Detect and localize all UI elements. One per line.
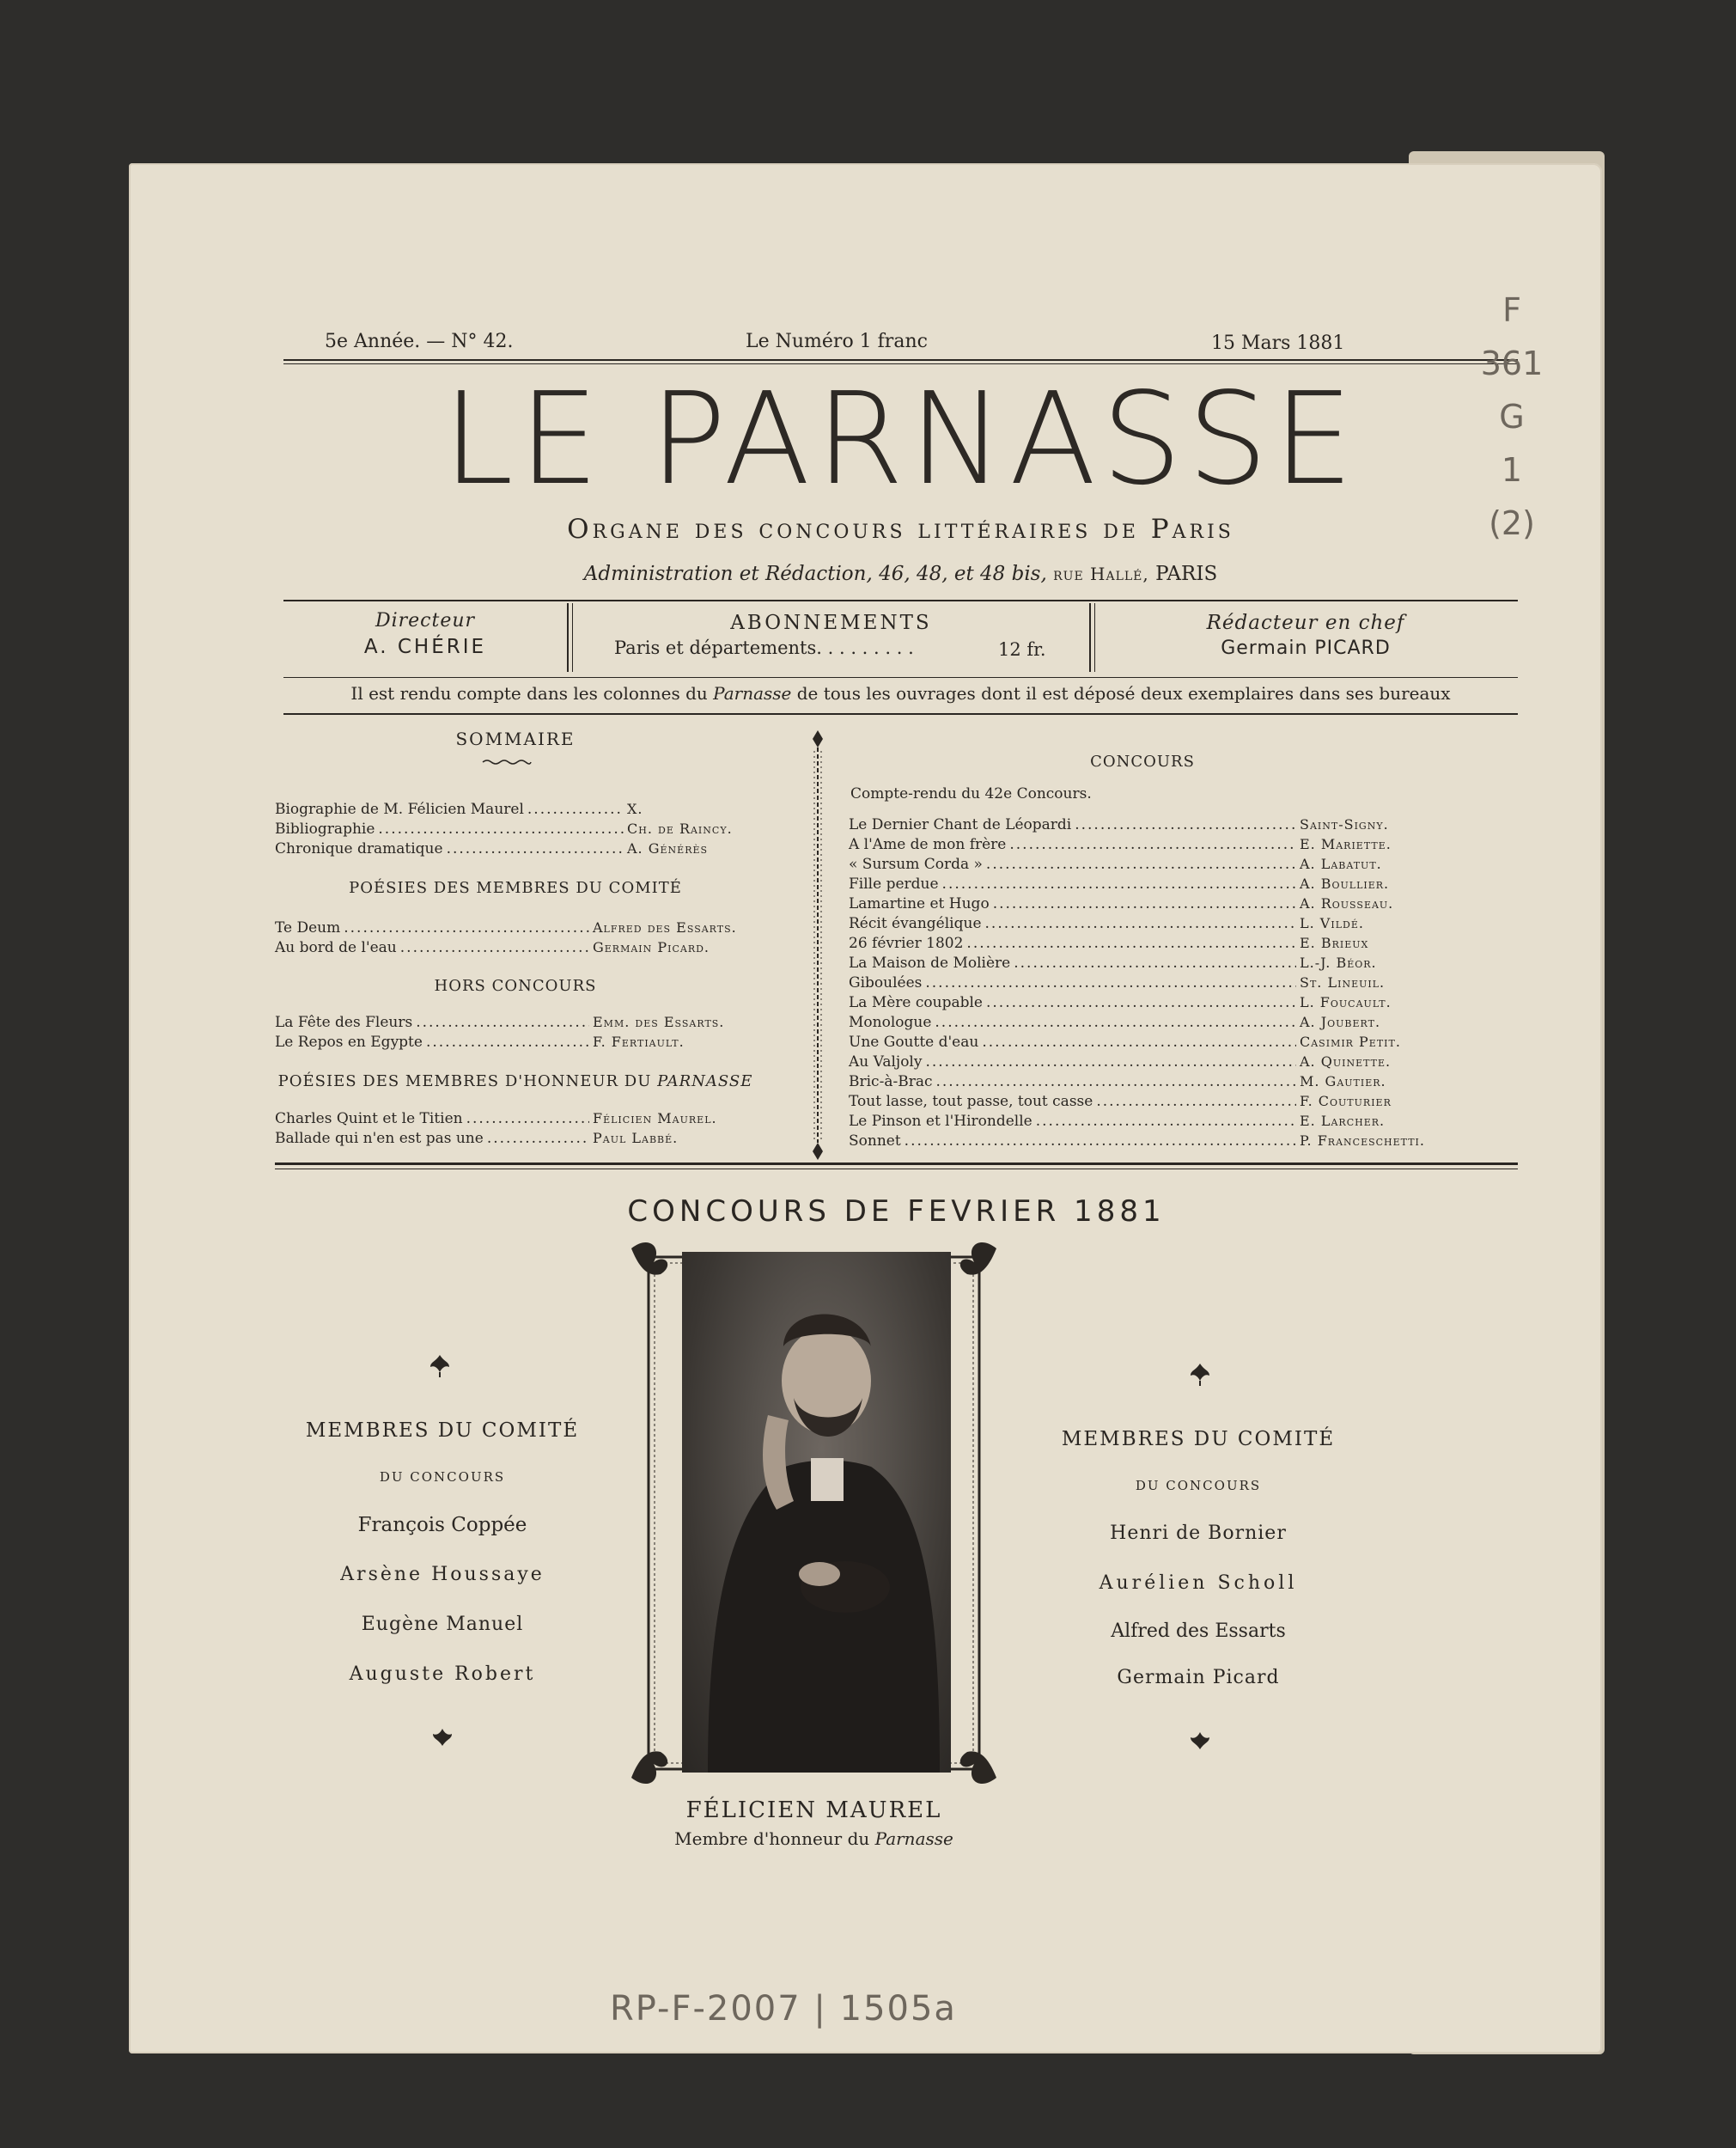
sommaire-item: Te Deum ..... Alfred des Essarts. [275,919,756,937]
address-street: rue Hallé, [1053,564,1149,584]
subscriptions-price: 12 fr. [998,639,1046,660]
inventory-number: RP-F-2007 | 1505a [610,1989,957,2029]
top-rule [283,359,1518,361]
left-member: Arsène Houssaye [340,1564,545,1585]
concours-item: Fille perdue ..... A. Boullier. [849,876,1450,893]
subscriptions-text: Paris et départements. . . . . . . . . [614,638,914,658]
portrait-caption-sub: Membre d'honneur du Parnasse [674,1828,953,1849]
info-rule-top [283,600,1518,601]
sommaire-item: Biographie de M. Félicien Maurel ..... X. [275,801,756,818]
info-rule-bottom [283,677,1518,678]
concours-item: A l'Ame de mon frère ..... E. Mariette. [849,836,1450,853]
concours-item: 26 février 1802 ..... E. Brieux [849,935,1450,952]
fleuron-bottom-icon [1187,1729,1213,1751]
margin-shelfmark: F 361 G 1 (2) [1480,291,1544,542]
portrait-figure [682,1252,951,1773]
right-member: Alfred des Essarts [1111,1620,1286,1642]
section-rule [275,1162,1518,1165]
right-member: Aurélien Scholl [1099,1572,1298,1594]
sommaire-flourish [481,759,533,766]
editor-label: Rédacteur en chef [1206,612,1405,634]
right-member: Henri de Bornier [1110,1523,1287,1544]
sommaire-item: Au bord de l'eau ..... Germain Picard. [275,939,756,956]
info-divider-2 [1089,603,1091,672]
honneur-heading: POÉSIES DES MEMBRES D'HONNEUR DU PARNASSE [277,1072,753,1090]
concours-item: Bric-à-Brac ..... M. Gautier. [849,1073,1450,1090]
top-rule-thin [283,363,1518,364]
left-committee-title: MEMBRES DU COMITÉ [305,1419,580,1442]
info-divider-1b [572,603,573,672]
sommaire-item: Charles Quint et le Titien ..... Félicien Maurel. [275,1110,756,1127]
sommaire-item: La Fête des Fleurs ..... Emm. des Essarts. [275,1014,756,1031]
poesies-heading: POÉSIES DES MEMBRES DU COMITÉ [349,879,682,897]
concours-item: Monologue ..... A. Joubert. [849,1014,1450,1031]
hors-concours-heading: HORS CONCOURS [434,977,597,995]
sommaire-item: Ballade qui n'en est pas une ..... Paul Labbé. [275,1130,756,1147]
portrait-caption-name: FÉLICIEN MAUREL [685,1797,942,1823]
fleuron-icon [1187,1362,1213,1388]
concours-item: Le Pinson et l'Hirondelle ..... E. Larcher. [849,1113,1450,1130]
concours-item: Giboulées ..... St. Lineuil. [849,974,1450,992]
masthead-subtitle: Organe des concours littéraires de Paris [567,514,1234,545]
address-city: PARIS [1155,563,1218,585]
director-name: A. CHÉRIE [363,636,487,658]
fleuron-bottom-icon [429,1725,455,1748]
newspaper-page [129,163,1602,2053]
portrait-photo [682,1252,951,1773]
editor-name: Germain PICARD [1221,638,1391,659]
concours-intro: Compte-rendu du 42e Concours. [850,785,1092,802]
right-member: Germain Picard [1117,1667,1280,1688]
sommaire-item: Le Repos en Egypte ..... F. Fertiault. [275,1034,756,1051]
concours-heading: CONCOURS [1090,753,1195,771]
portrait-frame [631,1240,996,1786]
notice-rule [283,713,1518,715]
right-committee-sub: DU CONCOURS [1135,1478,1262,1493]
issue-number: 5e Année. — N° 42. [325,331,514,352]
address-admin: Administration et Rédaction, 46, 48, et 48 bis, [583,563,1047,585]
left-member: Eugène Manuel [361,1614,524,1635]
notice-end: de tous les ouvrages dont il est déposé deux exemplaires dans ses bureaux [796,683,1451,704]
notice-parnasse: Parnasse [713,683,792,704]
sommaire-item: Bibliographie ..... Ch. de Raincy. [275,821,756,838]
concours-item: Tout lasse, tout passe, tout casse ..... F. Couturier [849,1093,1450,1110]
concours-item: Récit évangélique ..... L. Vildé. [849,915,1450,932]
issue-date: 15 Mars 1881 [1211,333,1345,354]
concours-item: Au Valjoly ..... A. Quinette. [849,1053,1450,1071]
fleuron-icon [427,1353,453,1379]
concours-item: La Maison de Molière ..... L.-J. Béor. [849,955,1450,972]
sommaire-item: Chronique dramatique ..... A. Générès [275,840,756,857]
concours-item: « Sursum Corda » ..... A. Labatut. [849,856,1450,873]
info-divider-2b [1094,603,1095,672]
subscriptions-label: ABONNEMENTS [730,612,932,634]
left-member: François Coppée [357,1514,527,1536]
left-member: Auguste Robert [349,1663,536,1685]
concours-item: La Mère coupable ..... L. Foucault. [849,994,1450,1011]
right-committee-title: MEMBRES DU COMITÉ [1061,1428,1336,1450]
director-label: Directeur [375,610,476,632]
deposit-notice [275,683,1526,704]
concours-item: Le Dernier Chant de Léopardi ..... Saint-Signy. [849,816,1450,833]
masthead-title: LE PARNASSE [442,365,1359,513]
left-committee-sub: DU CONCOURS [379,1469,506,1485]
concours-item: Lamartine et Hugo ..... A. Rousseau. [849,895,1450,912]
info-divider-1 [567,603,569,672]
concours-item: Sonnet ..... P. Franceschetti. [849,1132,1450,1150]
notice-start: Il est rendu compte dans les colonnes du [350,683,708,704]
masthead-address [283,563,1518,585]
column-ornament [811,730,825,1160]
feature-heading: CONCOURS DE FEVRIER 1881 [627,1194,1166,1229]
issue-price: Le Numéro 1 franc [746,331,928,352]
concours-item: Une Goutte d'eau ..... Casimir Petit. [849,1034,1450,1051]
sommaire-heading: SOMMAIRE [455,729,576,749]
